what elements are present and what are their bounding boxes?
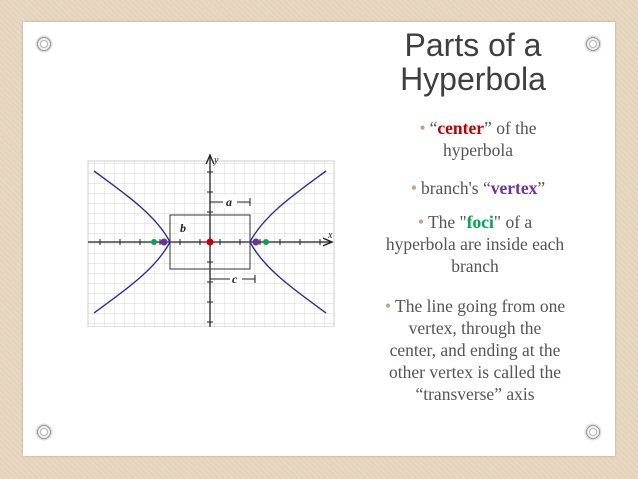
thumbtack-icon [36, 36, 52, 52]
bullet-text: center, and ending at the [389, 340, 561, 360]
bullet-dot: • [419, 118, 426, 138]
center-point [207, 239, 214, 246]
hyperbola-graph [84, 153, 346, 327]
thumbtack-icon [585, 36, 601, 52]
quote-close: ” [537, 178, 546, 198]
bullet-text: of the [491, 118, 537, 138]
quote-open: “ [415, 384, 424, 404]
quote-open: “ [429, 118, 438, 138]
a-label: a [226, 195, 232, 209]
transverse-term: transverse [423, 384, 495, 404]
bullet-dot: • [410, 178, 417, 198]
vertex-point-right [253, 239, 260, 246]
focus-point-right [263, 239, 269, 245]
thumbtack-icon [36, 424, 52, 440]
thumbtack-icon [585, 424, 601, 440]
slide-title [370, 28, 576, 96]
b-label: b [180, 221, 186, 235]
center-term: center [437, 118, 485, 138]
bullet-text: axis [501, 384, 535, 404]
title-line: Hyperbola [400, 61, 546, 97]
bullet-text: The line going from one [395, 296, 566, 316]
x-axis-label: x [328, 230, 333, 241]
bullet-transverse [350, 295, 600, 405]
bullet-dot: • [417, 212, 424, 232]
quote-close: ” [494, 384, 502, 404]
bullet-text: branch's [420, 178, 483, 198]
bullet-text: other vertex is called the [388, 362, 561, 382]
bullet-foci [366, 211, 584, 277]
c-label: c [232, 272, 238, 286]
quote-open: “ [482, 178, 491, 198]
bullet-text: vertex, through the [408, 318, 542, 338]
y-axis-label: y [214, 155, 219, 166]
bullet-text: branch [451, 256, 499, 276]
title-line: Parts of a [404, 27, 542, 63]
quote-close: ” [484, 118, 492, 138]
bullet-text: " of a [493, 212, 533, 232]
bullet-text: hyperbola are inside each [385, 234, 565, 254]
bullet-vertex [364, 177, 592, 199]
focus-point-left [151, 239, 157, 245]
vertex-point-left [161, 239, 168, 246]
bullet-text: The " [427, 212, 467, 232]
bullet-dot: • [384, 296, 392, 316]
bullet-center [378, 117, 578, 161]
bullet-text: hyperbola [443, 140, 513, 160]
foci-term: foci [466, 212, 494, 232]
vertex-term: vertex [490, 178, 538, 198]
